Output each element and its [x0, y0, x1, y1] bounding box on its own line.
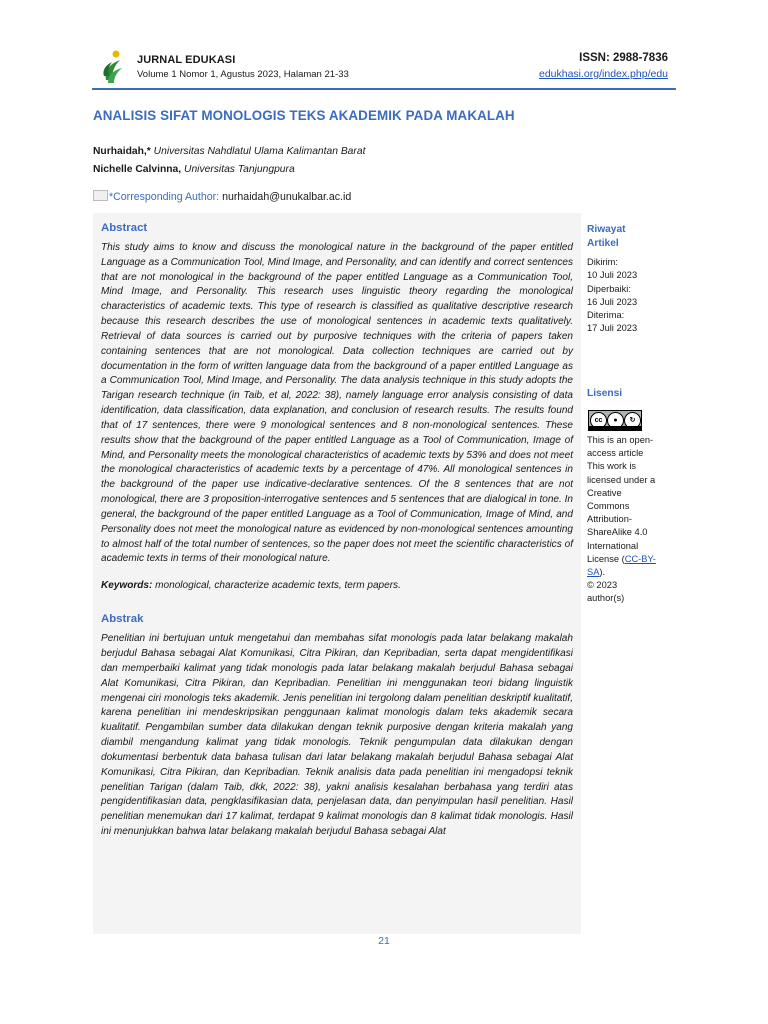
- author-1: [93, 146, 365, 157]
- author-1-affiliation: Universitas Nahdlatul Ulama Kalimantan Barat: [153, 146, 366, 157]
- abstract-box: [93, 213, 581, 934]
- cc-by-sa-badge-icon[interactable]: [588, 410, 642, 431]
- history-line: 17 Juli 2023: [587, 323, 638, 334]
- history-dates: [587, 256, 669, 335]
- cc-by-sa-link-cont[interactable]: SA: [587, 567, 600, 578]
- page-number: 21: [378, 935, 390, 947]
- license-suffix: ).: [599, 567, 606, 578]
- cc-by-sa-link[interactable]: CC-BY-: [624, 553, 656, 564]
- history-heading-2: Artikel: [587, 237, 619, 249]
- by-icon: ●: [607, 412, 624, 429]
- sa-icon: ↻: [624, 412, 641, 429]
- license-line: licensed under a: [587, 474, 656, 485]
- cc-badge-bar: [589, 426, 641, 430]
- copyright-holder: author(s): [587, 593, 625, 604]
- author-2-name: Nichelle Calvinna,: [93, 164, 182, 175]
- history-line: Diterima:: [587, 310, 625, 320]
- journal-volume: Volume 1 Nomor 1, Agustus 2023, Halaman 21-33: [137, 69, 349, 80]
- abstract-heading: Abstract: [101, 222, 148, 234]
- license-text: [587, 434, 669, 606]
- history-line: 10 Juli 2023: [587, 270, 638, 281]
- history-line: 16 Juli 2023: [587, 296, 638, 307]
- license-line: Commons: [587, 501, 630, 512]
- license-line-link: [587, 553, 669, 566]
- abstrak-text: Penelitian ini bertujuan untuk mengetahui dan membahas sifat monologis pada latar belakang makalah berjudul Bahasa sebagai Alat Komunikasi, Citra Pikiran, dan Kepribadian, serta dapat mengidentifikasi dan memperbaiki kalimat yang tidak monologis pada latar belakang makalah berjudul Bahasa sebagai Alat Komunikasi, Citra Pikiran, dan Kepribadian. Penelitian ini menggunakan teori bidang linguistik mengenai ciri monologis teks akademik. Jenis penelitian ini tergolong dalam penelitian deskriptif kualitatif, karena penelitian ini mendeskripsikan penggunaan kalimat monologis dalam teks akademik secara kualitatif. Pengambilan sumber data dilakukan dengan teknik purposive dengan kriteria makalah yang diambil mengandung kalimat yang tidak monologis. Teknik pengumpulan data dilakukan dengan dokumentasi berbentuk data bahasa tulisan dari latar belakang makalah berjudul Bahasa sebagai Alat Komunikasi, Citra Pikiran, dan Kepribadian. Teknik analisis data pada penelitian ini mengadopsi teknik penelitian Tarigan (dalam Taib, dkk, 2022: 38), yakni analisis kesalahan berbahasa yang terdiri atas pengidentifikasian data, pengklasifikasian data, penjelasan data, dan penyimpulan hasil penelitian. Hasil penelitian menemukan dari 17 kalimat, terdapat 9 kalimat monologis dan 8 kalimat tidak monologis. Hasil ini menunjukkan bahwa latar belakang makalah berjudul Bahasa sebagai Alat: [101, 633, 573, 837]
- license-line: This is an open-: [587, 435, 654, 445]
- author-1-name: Nurhaidah,*: [93, 146, 151, 157]
- abstrak-heading: Abstrak: [101, 613, 144, 626]
- keywords-label: Keywords:: [101, 580, 153, 592]
- license-line: This work is: [587, 461, 637, 472]
- journal-url-link[interactable]: edukhasi.org/index.php/edu: [538, 68, 668, 80]
- license-line-link-2: [587, 566, 669, 579]
- author-2-affiliation: Universitas Tanjungpura: [184, 164, 295, 175]
- mail-icon: [93, 190, 108, 201]
- history-line: Diperbaiki:: [587, 283, 631, 294]
- history-line: Dikirim:: [587, 257, 618, 268]
- author-2: [93, 164, 295, 175]
- copyright-year: © 2023: [587, 580, 618, 591]
- journal-issn: ISSN: 2988-7836: [579, 52, 668, 64]
- article-title: ANALISIS SIFAT MONOLOGIS TEKS AKADEMIK PADA MAKALAH: [93, 108, 515, 123]
- license-line: Attribution-: [587, 514, 632, 525]
- journal-name: JURNAL EDUKASI: [137, 54, 236, 66]
- license-line: ShareAlike 4.0: [587, 527, 648, 538]
- license-prefix: License (: [587, 553, 625, 564]
- journal-header: [92, 48, 676, 90]
- corresponding-author: [93, 189, 351, 203]
- license-heading-wrap: [587, 387, 669, 401]
- license-line: International: [587, 540, 639, 551]
- article-history: [587, 223, 669, 335]
- corresponding-email[interactable]: nurhaidah@unukalbar.ac.id: [222, 191, 352, 203]
- keywords: [101, 580, 573, 591]
- license-line: access article: [587, 448, 644, 459]
- corresponding-label: *Corresponding Author:: [109, 191, 220, 203]
- cc-icon: cc: [590, 412, 607, 429]
- header-divider: [92, 88, 676, 90]
- license-heading: Lisensi: [587, 388, 623, 399]
- license-line: Creative: [587, 487, 622, 498]
- abstract-text: This study aims to know and discuss the monological nature in the background of the paper entitled Language as a Communication Tool, Mind Image, and Personality, and can identify and correct sentences that are not monological in the background of the paper entitled Language as a Communication Tool, Mind Image, and Personality. This research uses linguistic theory regarding the monological characteristics of academic texts. This type of research is classified as qualitative descriptive research because this research describes the use of monological sentences in academic texts qualitatively. Retrieval of data sources is carried out by purposive techniques with the criteria of papers taken containing sentences that are not monological. Data collection techniques are carried out by documentation in the form of written language data from the background of a paper entitled Language as a Communication Tool, Mind Image, and Personality. The data analysis technique in this study adopts the Tarigan research technique (in Taib, et al, 2022: 38), namely language error analysis consisting of data identification, data classification, data explanation, and conclusion of research results. The results found that of 17 sentences, there were 9 monological sentences and 8 non-monological sentences. These results show that the background of the paper entitled Language as a Tool of Communication, Image of Mind, and Personality meets the monological characteristics of academic texts by 53% and does not meet the monological characteristics of academic texts by a percentage of 47%. All monological sentences in the background of the paper use indicative-declarative sentences. Of the 8 sentences that are not monological, there are 3 proposition-interrogative sentences and 5 sentences that are dialogical in tone. In general, the background of the paper entitled Language as a Tool of Communication, Image of Mind, and Personality does not meet the monological nature as evidenced by non-monological sentences amounting to almost half of the total number of sentences, so the paper does not meet the scientific characteristics of academic texts in terms of their monological nature.: [101, 242, 573, 565]
- journal-logo-icon: [100, 50, 126, 86]
- keywords-text: monological, characterize academic texts, term papers.: [155, 580, 401, 592]
- history-heading-1: Riwayat: [587, 224, 626, 235]
